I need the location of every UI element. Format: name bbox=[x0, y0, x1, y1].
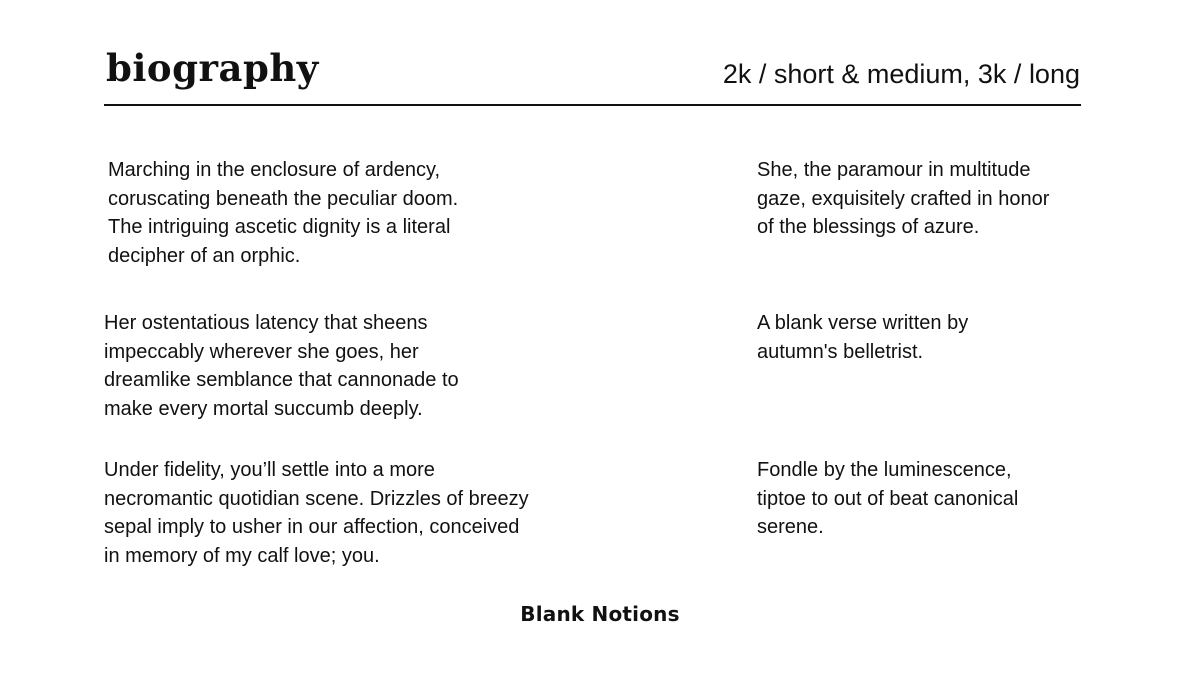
header-divider bbox=[104, 104, 1081, 106]
right-paragraph-1: She, the paramour in multitude gaze, exquisitely crafted in honor of the blessings of azure. bbox=[757, 159, 1050, 238]
left-paragraph-2: Her ostentatious latency that sheens impeccably wherever she goes, her dreamlike semblance that cannonade to make every mortal succumb deeply. bbox=[104, 312, 459, 420]
brand-name: Blank Notions bbox=[520, 602, 680, 626]
right-paragraph-3: Fondle by the luminescence, tiptoe to out of beat canonical serene. bbox=[757, 459, 1019, 538]
left-paragraph-1: Marching in the enclosure of ardency, coruscating beneath the peculiar doom. The intriguing ascetic dignity is a literal decipher of an orphic. bbox=[108, 159, 459, 267]
pricing-info: 2k / short & medium, 3k / long bbox=[722, 59, 1080, 89]
right-paragraph-2: A blank verse written by autumn's belletrist. bbox=[757, 312, 969, 363]
page-title: biography bbox=[106, 46, 319, 90]
left-paragraph-3: Under fidelity, you’ll settle into a more necromantic quotidian scene. Drizzles of breezy sepal imply to usher in our affection, conceived in memory of my calf love; you. bbox=[104, 459, 529, 567]
